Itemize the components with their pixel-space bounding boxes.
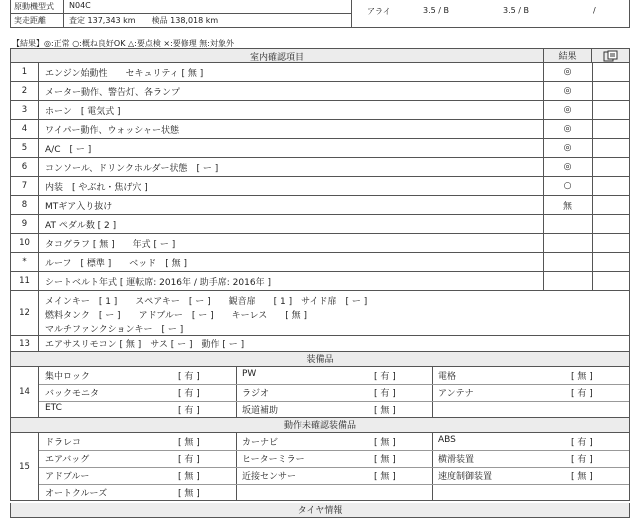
row-number: 3 <box>11 101 39 119</box>
notes-cell <box>592 139 630 157</box>
equipment-name: 電格 <box>438 372 457 382</box>
equipment-name: エアバッグ <box>45 455 90 465</box>
row-number: 8 <box>11 196 39 214</box>
column-divider <box>432 367 433 417</box>
air-suspension-label: エアサスリモコン [ 無 ] サス [ ー ] 動作 [ ー ] <box>45 340 245 350</box>
equipment-value: [ 無 ] <box>374 438 396 448</box>
air-suspension-row <box>10 336 630 352</box>
check-item-label: A/C [ ー ] <box>45 144 92 155</box>
check-row <box>10 253 630 272</box>
equipment-value: [ 有 ] <box>374 372 396 382</box>
result-legend: 【結果】◎:正常 ○:概ね良好OK △:要点検 ×:要修理 無:対象外 <box>12 39 235 48</box>
tire-info-header: タイヤ情報 <box>10 503 630 518</box>
equipment-value: [ 有 ] <box>571 389 593 399</box>
check-item-label: ホーン [ 電気式 ] <box>45 106 121 117</box>
check-item-label: メーター動作、警告灯、各ランプ <box>45 87 181 98</box>
alignment-front: 3.5 / B <box>423 6 449 15</box>
row-divider <box>39 401 629 402</box>
equipment-header: 装備品 <box>10 352 630 367</box>
check-item-label: MTギア入り抜け <box>45 201 113 212</box>
notes-cell <box>592 101 630 119</box>
model-value: N04C <box>69 1 91 10</box>
check-result: ◎ <box>543 63 591 81</box>
equipment-name: 近接センサー <box>242 472 297 482</box>
equipment-name: ラジオ <box>242 389 270 399</box>
check-row <box>10 215 630 234</box>
interior-check-header <box>10 48 630 63</box>
notes-cell <box>592 272 630 290</box>
row-number: * <box>11 253 39 271</box>
equipment-name: ETC <box>45 403 62 413</box>
row-number: 11 <box>11 272 39 290</box>
row-number: 7 <box>11 177 39 195</box>
equipment-value: [ 有 ] <box>178 406 200 416</box>
equipment-value: [ 有 ] <box>571 455 593 465</box>
equipment-value: [ 無 ] <box>178 438 200 448</box>
row-number: 1 <box>11 63 39 81</box>
check-row <box>10 196 630 215</box>
row-divider <box>39 384 629 385</box>
equipment-name: 集中ロック <box>45 372 90 382</box>
check-result <box>543 234 591 252</box>
row-number: 10 <box>11 234 39 252</box>
equipment-name: 横滑装置 <box>438 455 475 465</box>
check-result: 無 <box>543 196 591 214</box>
check-item-label: コンソール、ドリンクホルダー状態 [ ー ] <box>45 163 219 174</box>
equipment-value: [ 有 ] <box>178 372 200 382</box>
equipment-grid <box>10 367 630 418</box>
notes-cell <box>592 177 630 195</box>
row-number: 15 <box>11 433 39 500</box>
mileage-detail: 査定 137,343 km 検品 138,018 km <box>69 16 219 25</box>
unconfirmed-equipment-header: 動作未確認装備品 <box>10 418 630 433</box>
check-row <box>10 63 630 82</box>
check-item-label: エンジン始動性 セキュリティ [ 無 ] <box>45 68 204 79</box>
equipment-name: バックモニタ <box>45 389 100 399</box>
check-row <box>10 101 630 120</box>
row-divider <box>39 467 629 468</box>
check-item-label: 内装 [ やぶれ・焦げ穴 ] <box>45 182 148 193</box>
alignment-rear: 3.5 / B <box>503 6 529 15</box>
check-row <box>10 120 630 139</box>
check-item-label: ワイパー動作、ウォッシャー状態 <box>45 125 180 136</box>
equipment-value: [ 無 ] <box>374 472 396 482</box>
inspection-sheet <box>10 48 630 516</box>
equipment-name: カーナビ <box>242 438 279 448</box>
check-result <box>543 215 591 233</box>
check-item-label: AT ペダル数 [ 2 ] <box>45 220 117 231</box>
equipment-name: ヒーターミラー <box>242 455 305 465</box>
equipment-name: オートクルーズ <box>45 489 108 499</box>
check-result: ○ <box>543 177 591 195</box>
equipment-value: [ 有 ] <box>571 438 593 448</box>
check-row <box>10 82 630 101</box>
notes-cell <box>592 82 630 100</box>
equipment-name: アンテナ <box>438 389 474 399</box>
column-divider <box>236 367 237 417</box>
row-number: 9 <box>11 215 39 233</box>
equipment-value: [ 無 ] <box>374 455 396 465</box>
keys-line-3: マルチファンクションキー [ ー ] <box>45 325 184 335</box>
notes-cell <box>592 234 630 252</box>
equipment-value: [ 有 ] <box>178 455 200 465</box>
mileage-label: 実走距離 <box>14 16 46 25</box>
check-row <box>10 158 630 177</box>
row-number: 5 <box>11 139 39 157</box>
check-result: ◎ <box>543 101 591 119</box>
row-number: 4 <box>11 120 39 138</box>
notes-cell <box>592 215 630 233</box>
row-divider <box>39 484 629 485</box>
notes-cell <box>592 63 630 81</box>
check-item-label: ルーフ [ 標準 ] ベッド [ 無 ] <box>45 258 188 269</box>
keys-line-2: 燃料タンク [ ー ] アドブルー [ ー ] キーレス [ 無 ] <box>45 311 307 321</box>
unconfirmed-equipment-grid <box>10 433 630 501</box>
row-number: 14 <box>11 367 39 417</box>
result-column-header: 結果 <box>543 49 591 62</box>
check-result <box>543 272 591 290</box>
equipment-name: 速度制御装置 <box>438 472 493 482</box>
check-item-label: タコグラフ [ 無 ] 年式 [ ー ] <box>45 239 176 250</box>
row-divider <box>39 450 629 451</box>
clipboard-icon <box>591 49 629 62</box>
check-result: ◎ <box>543 82 591 100</box>
check-row <box>10 234 630 253</box>
notes-cell <box>592 253 630 271</box>
equipment-value: [ 有 ] <box>374 389 396 399</box>
alignment-extra: / <box>593 6 596 15</box>
equipment-name: PW <box>242 369 257 379</box>
alignment-label: アライ <box>367 7 391 16</box>
row-number: 13 <box>11 336 39 351</box>
keys-line-1: メインキー [ 1 ] スペアキー [ ー ] 観音扉 [ 1 ] サイド扉 [ ー ] <box>45 297 368 307</box>
equipment-value: [ 無 ] <box>374 406 396 416</box>
keys-row <box>10 291 630 336</box>
check-row <box>10 177 630 196</box>
row-number: 2 <box>11 82 39 100</box>
equipment-value: [ 無 ] <box>571 472 593 482</box>
model-label: 原動機型式 <box>14 2 54 11</box>
equipment-value: [ 無 ] <box>571 372 593 382</box>
equipment-value: [ 無 ] <box>178 472 200 482</box>
equipment-name: ABS <box>438 435 456 445</box>
notes-cell <box>592 196 630 214</box>
notes-cell <box>592 120 630 138</box>
check-row <box>10 139 630 158</box>
check-result: ◎ <box>543 139 591 157</box>
equipment-name: ドラレコ <box>45 438 82 448</box>
check-row <box>10 272 630 291</box>
check-result: ◎ <box>543 158 591 176</box>
row-number: 6 <box>11 158 39 176</box>
equipment-value: [ 無 ] <box>178 489 200 499</box>
check-result <box>543 253 591 271</box>
equipment-value: [ 有 ] <box>178 389 200 399</box>
equipment-name: アドブルー <box>45 472 90 482</box>
notes-cell <box>592 158 630 176</box>
row-number: 12 <box>11 291 39 335</box>
equipment-name: 坂道補助 <box>242 406 279 416</box>
interior-check-title: 室内確認項目 <box>249 53 304 63</box>
check-item-label: シートベルト年式 [ 運転席: 2016年 / 助手席: 2016年 ] <box>45 277 271 288</box>
vehicle-info-header <box>10 0 630 28</box>
check-result: ◎ <box>543 120 591 138</box>
